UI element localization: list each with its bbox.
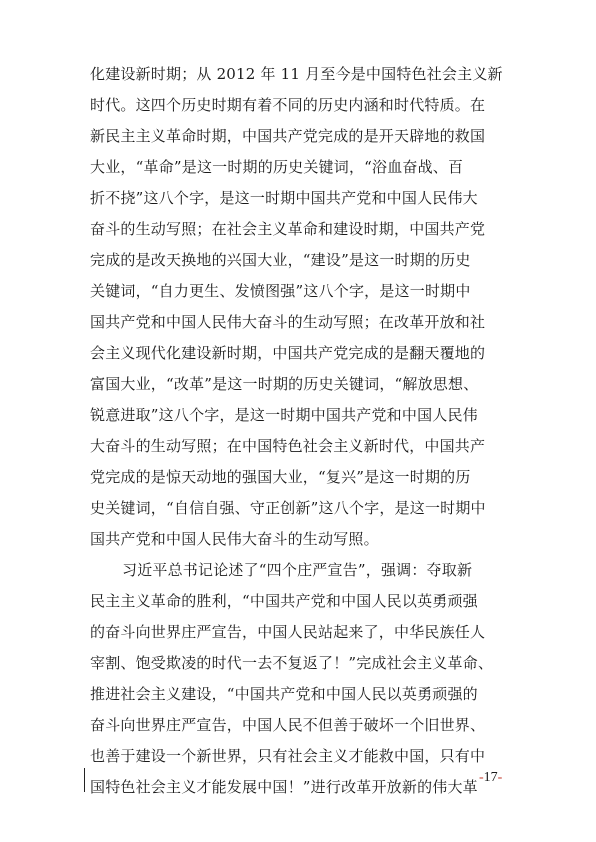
text-line: 民主主义革命的胜利，“中国共产党和中国人民以英勇顽强 (90, 592, 478, 610)
text-line: 宰割、饱受欺凌的时代一去不复返了！”完成社会主义革命、 (90, 654, 494, 672)
text-line: 关键词，“自力更生、发愤图强”这八个字，是这一时期中 (90, 282, 471, 300)
page-number-dash-right: - (497, 770, 503, 785)
paragraph-first-line: 习近平总书记论述了“四个庄严宣告”，强调：夺取新 (122, 561, 473, 579)
text-line: 新民主主义革命时期，中国共产党完成的是开天辟地的救国 (90, 127, 486, 145)
page-number (479, 770, 502, 786)
body-text (90, 59, 518, 803)
page-number-dash-left: - (479, 770, 484, 785)
page-number-value: 17 (483, 770, 498, 785)
text-line: 奋斗向世界庄严宣告，中国人民不但善于破坏一个旧世界、 (90, 716, 486, 734)
text-line: 折不挠”这八个字，是这一时期中国共产党和中国人民伟大 (90, 189, 478, 207)
text-line: 国共产党和中国人民伟大奋斗的生动写照；在改革开放和社 (90, 313, 486, 331)
text-line: 时代。这四个历史时期有着不同的历史内涵和时代特质。在 (90, 96, 486, 114)
text-line: 奋斗的生动写照；在社会主义革命和建设时期，中国共产党 (90, 220, 486, 238)
text-line: 推进社会主义建设，“中国共产党和中国人民以英勇顽强的 (90, 685, 478, 703)
text-line: 也善于建设一个新世界，只有社会主义才能救中国，只有中 (90, 747, 486, 765)
text-line: 富国大业，“改革”是这一时期的历史关键词，“解放思想、 (90, 375, 479, 393)
text-line: 锐意进取”这八个字，是这一时期中国共产党和中国人民伟 (90, 406, 478, 424)
left-margin-rule (84, 768, 85, 792)
text-line: 化建设新时期；从 2012 年 11 月至今是中国特色社会主义新 (90, 65, 503, 83)
text-line: 完成的是改天换地的兴国大业，“建设”是这一时期的历史 (90, 251, 471, 269)
text-line: 史关键词，“自信自强、守正创新”这八个字，是这一时期中 (90, 499, 486, 517)
text-line: 国共产党和中国人民伟大奋斗的生动写照。 (90, 530, 379, 548)
text-line: 大业，“革命”是这一时期的历史关键词，“浴血奋战、百 (90, 158, 464, 176)
text-line: 的奋斗向世界庄严宣告，中国人民站起来了，中华民族任人 (90, 623, 486, 641)
text-line: 会主义现代化建设新时期，中国共产党完成的是翻天覆地的 (90, 344, 486, 362)
text-line: 党完成的是惊天动地的强国大业，“复兴”是这一时期的历 (90, 468, 471, 486)
text-line: 国特色社会主义才能发展中国！”进行改革开放新的伟大革 (90, 778, 478, 796)
text-line: 大奋斗的生动写照；在中国特色社会主义新时代，中国共产 (90, 437, 486, 455)
